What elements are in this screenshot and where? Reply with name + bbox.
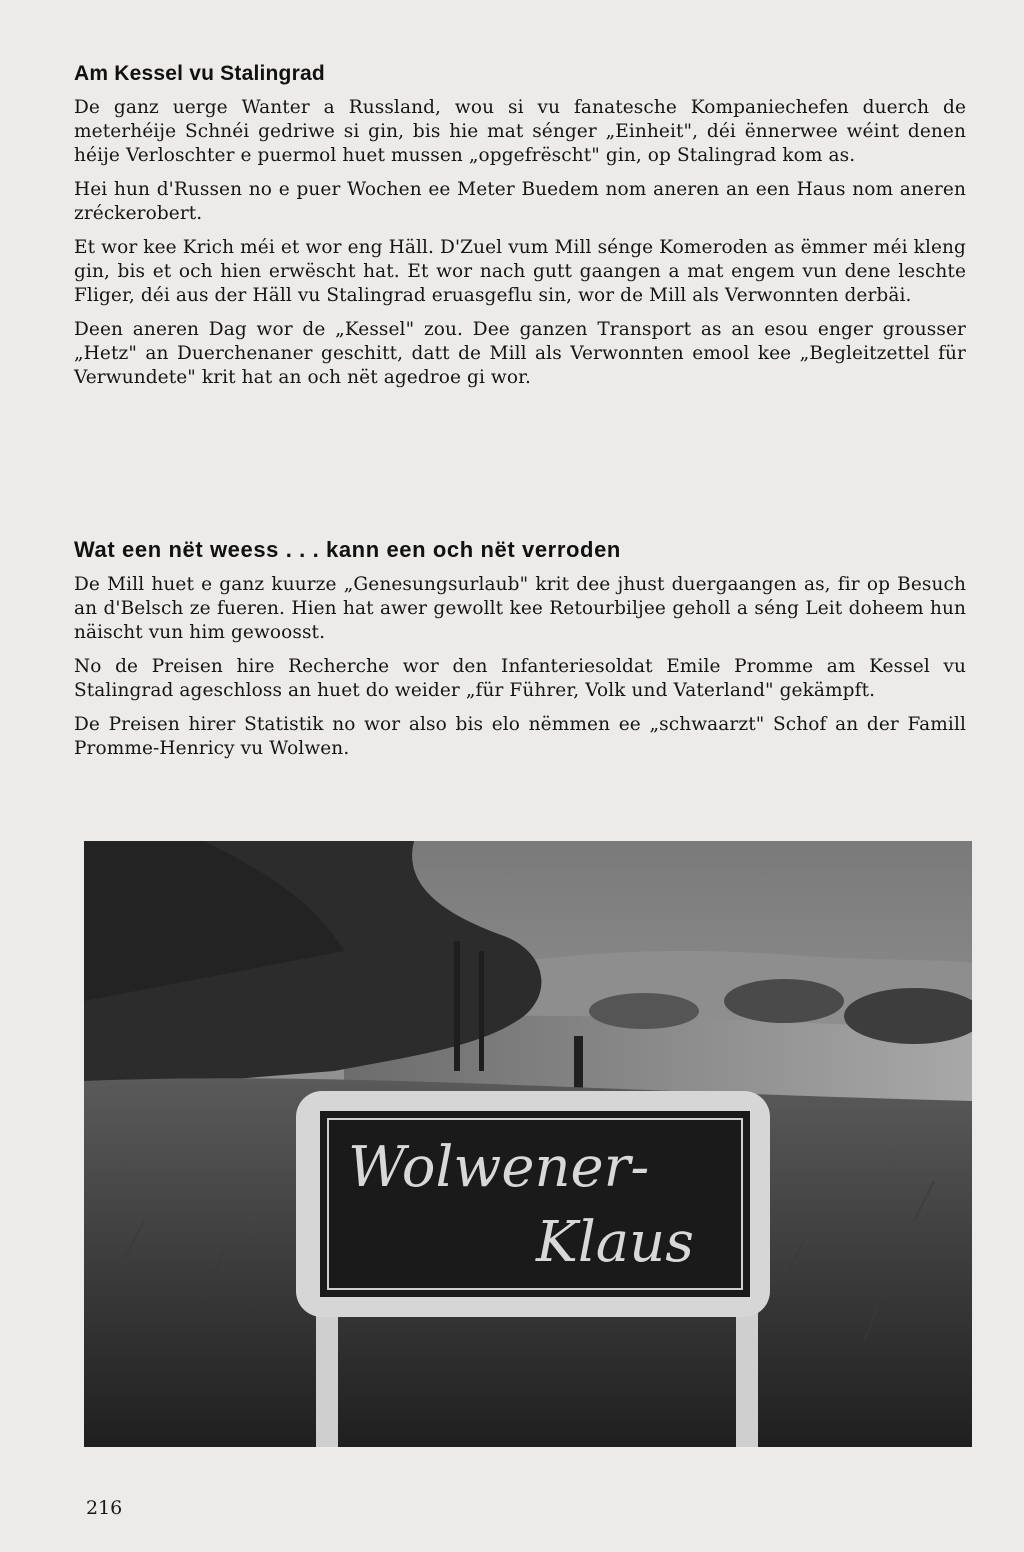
section-heading: Wat een nët weess . . . kann een och nët verroden [74,537,621,562]
paragraph: Deen aneren Dag wor de „Kessel" zou. Dee ganzen Transport as an esou enger grousser „Hetz" an Duerchenaner geschitt, datt de Mill als Verwonnten emool kee „Begleitzettel für Verwundete" krit hat an och nët agedroe gi wor. [74,319,966,388]
paragraph: De ganz uerge Wanter a Russland, wou si vu fanatesche Kompaniechefen duerch de meterhéije Schnéi gedriwe si gin, bis hie mat sénger „Einheit", déi ënnerwee wéint denen héije Verloschter e puermol huet mussen „opgefrëscht" gin, op Stalingrad kom as. [74,97,966,166]
paragraph: De Preisen hirer Statistik no wor also bis elo nëmmen ee „schwaarzt" Schof an der Famill Promme-Henricy vu Wolwen. [74,714,966,759]
paragraph: Hei hun d'Russen no e puer Wochen ee Meter Buedem nom aneren an een Haus nom aneren zréckerobert. [74,179,966,224]
section-heading: Am Kessel vu Stalingrad [74,62,325,85]
paragraph: No de Preisen hire Recherche wor den Infanteriesoldat Emile Promme am Kessel vu Stalingrad ageschloss an huet do weider „für Führer, Volk und Vaterland" gekämpft. [74,656,966,701]
paragraph: De Mill huet e ganz kuurze „Genesungsurlaub" krit dee jhust duergaangen as, fir op Besuch an d'Belsch ze fueren. Hien hat awer gewollt kee Retourbiljee geholl a séng Leit doheem hun näischt vun him gewoosst. [74,574,966,643]
section-stalingrad [74,62,966,400]
sign-line-2: Klaus [536,1210,694,1275]
photo-illustration [84,841,972,1447]
paragraph: Et wor kee Krich méi et wor eng Häll. D'Zuel vum Mill sénge Komeroden as ëmmer méi kleng gin, bis et och hien erwëscht hat. Et wor nach gutt gaangen a mat engem vun dene leschte Fliger, déi aus der Häll vu Stalingrad eruasgeflu sin, wor de Mill als Verwonnten derbäi. [74,237,966,306]
photo-town-sign [84,841,972,1447]
page-number: 216 [86,1497,123,1519]
section-wat-een-net-weess [74,537,966,771]
sign-line-1: Wolwener- [348,1135,650,1200]
